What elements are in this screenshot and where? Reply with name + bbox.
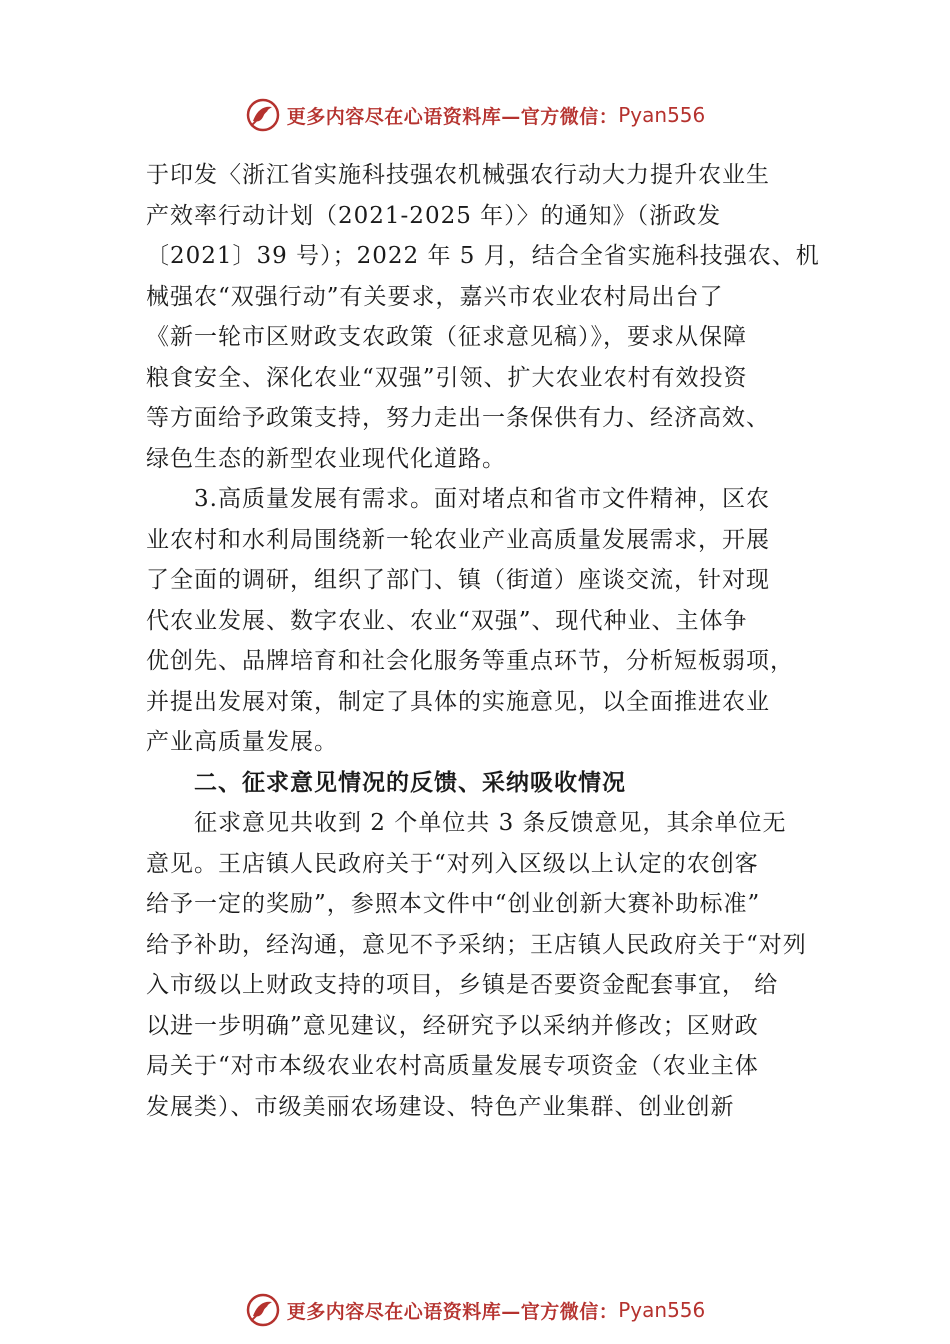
header-watermark [0, 95, 950, 135]
text-line: 械强农“双强行动”有关要求，嘉兴市农业农村局出台了 [146, 283, 724, 310]
footer-watermark [0, 1290, 950, 1330]
watermark-text: 更多内容尽在心语资料库—官方微信： [286, 105, 619, 128]
text-line: 给予一定的奖励”，参照本文件中“创业创新大赛补助标准” [146, 891, 761, 917]
text-line: 绿色生态的新型农业现代化道路。 [146, 445, 506, 472]
text-line: 给予补助，经沟通，意见不予采纳；王店镇人民政府关于“对列 [146, 931, 807, 958]
text-line: 发展类）、市级美丽农场建设、特色产业集群、创业创新 [146, 1093, 735, 1120]
text-line: 产效率行动计划（2021-2025 年）〉的通知》（浙政发 [146, 202, 722, 229]
text-line: 于印发〈浙江省实施科技强农机械强农行动大力提升农业生 [146, 162, 770, 188]
section-heading: 二、征求意见情况的反馈、采纳吸收情况 [194, 769, 626, 796]
text-line: 入市级以上财政支持的项目，乡镇是否要资金配套事宜， 给 [146, 972, 779, 998]
paragraph-3 [146, 803, 808, 1127]
text-line: 等方面给予政策支持，努力走出一条保供有力、经济高效、 [146, 405, 770, 431]
text-line: 粮食安全、深化农业“双强”引领、扩大农业农村有效投资 [146, 364, 748, 391]
text-line: 优创先、品牌培育和社会化服务等重点环节，分析短板弱项， [146, 648, 794, 674]
text-line: 3.高质量发展有需求。面对堵点和省市文件精神，区农 [194, 486, 770, 512]
text-line: 代农业发展、数字农业、农业“双强”、现代种业、主体争 [146, 607, 748, 634]
text-line: 意见。王店镇人民政府关于“对列入区级以上认定的农创客 [146, 850, 759, 877]
text-line: 局关于“对市本级农业农村高质量发展专项资金（农业主体 [146, 1053, 759, 1079]
document-body [146, 155, 820, 1127]
paragraph-2 [146, 479, 808, 763]
text-line: 〔2021〕39 号）；2022 年 5 月，结合全省实施科技强农、机 [146, 243, 820, 269]
logo-icon [245, 97, 281, 133]
text-line: 征求意见共收到 2 个单位共 3 条反馈意见，其余单位无 [194, 810, 787, 836]
watermark-wechat-id: Pyan556 [618, 1298, 706, 1322]
text-line: 了全面的调研，组织了部门、镇（街道）座谈交流，针对现 [146, 567, 770, 593]
text-line: 产业高质量发展。 [146, 729, 338, 755]
watermark-text: 更多内容尽在心语资料库—官方微信： [286, 1300, 619, 1323]
text-line: 《新一轮市区财政支农政策（征求意见稿）》，要求从保障 [146, 324, 747, 350]
logo-icon [245, 1292, 281, 1328]
text-line: 以进一步明确”意见建议，经研究予以采纳并修改；区财政 [146, 1012, 759, 1039]
watermark-wechat-id: Pyan556 [618, 103, 706, 127]
text-line: 业农村和水利局围绕新一轮农业产业高质量发展需求，开展 [146, 526, 770, 553]
paragraph-1 [146, 155, 820, 479]
text-line: 并提出发展对策，制定了具体的实施意见，以全面推进农业 [146, 688, 770, 715]
